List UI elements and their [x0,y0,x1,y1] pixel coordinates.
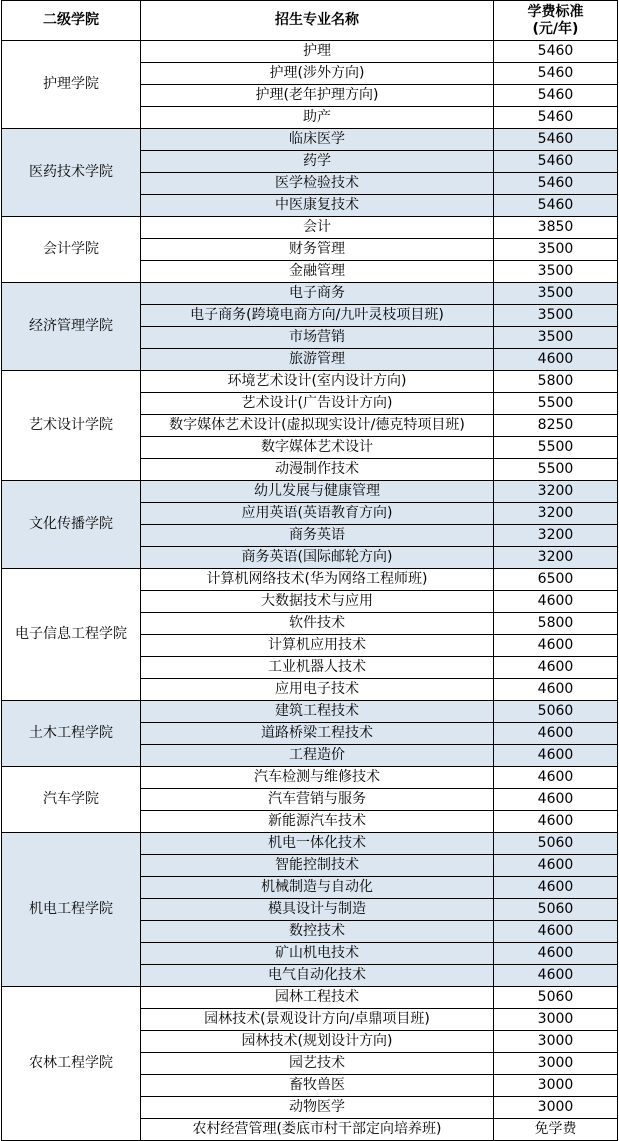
major-name-cell: 商务英语 [141,525,494,547]
fee-cell: 3200 [494,547,618,569]
major-name-cell: 会计 [141,217,494,239]
table-body [2,41,618,1141]
table-row [2,283,618,305]
major-name-cell: 模具设计与制造 [141,899,494,921]
fee-cell: 4600 [494,591,618,613]
table-row [2,701,618,723]
major-name-cell: 园林技术(景观设计方向/卓鼎项目班) [141,1009,494,1031]
major-name-cell: 畜牧兽医 [141,1075,494,1097]
fee-cell: 3500 [494,239,618,261]
fee-cell: 5060 [494,833,618,855]
major-name-cell: 幼儿发展与健康管理 [141,481,494,503]
major-name-cell: 数字媒体艺术设计 [141,437,494,459]
major-name-cell: 机电一体化技术 [141,833,494,855]
header-row [2,1,618,41]
fee-cell: 5800 [494,371,618,393]
major-name-cell: 护理(涉外方向) [141,63,494,85]
fee-cell: 4600 [494,349,618,371]
major-name-cell: 大数据技术与应用 [141,591,494,613]
table-row [2,569,618,591]
fee-cell: 4600 [494,635,618,657]
major-name-cell: 应用英语(英语教育方向) [141,503,494,525]
major-name-cell: 数控技术 [141,921,494,943]
fee-cell: 5460 [494,151,618,173]
major-name-cell: 应用电子技术 [141,679,494,701]
fee-cell: 3500 [494,261,618,283]
fee-cell: 5460 [494,63,618,85]
fee-cell: 5460 [494,129,618,151]
fee-cell: 8250 [494,415,618,437]
table-row [2,129,618,151]
major-name-cell: 农村经营管理(娄底市村干部定向培养班) [141,1119,494,1141]
major-name-cell: 计算机应用技术 [141,635,494,657]
fee-cell: 5800 [494,613,618,635]
tuition-table [1,0,618,1141]
major-name-cell: 智能控制技术 [141,855,494,877]
fee-cell: 4600 [494,767,618,789]
header-fee-line2: (元/年) [532,20,579,37]
major-name-cell: 电子商务(跨境电商方向/九叶灵枝项目班) [141,305,494,327]
header-fee [494,1,618,41]
fee-cell: 3000 [494,1075,618,1097]
major-name-cell: 金融管理 [141,261,494,283]
fee-cell: 3500 [494,305,618,327]
fee-cell: 5060 [494,701,618,723]
major-name-cell: 工程造价 [141,745,494,767]
major-name-cell: 动漫制作技术 [141,459,494,481]
fee-cell: 3200 [494,481,618,503]
table-row [2,987,618,1009]
fee-cell: 5500 [494,459,618,481]
fee-cell: 5460 [494,173,618,195]
college-name-cell: 艺术设计学院 [2,371,141,481]
college-name-cell: 文化传播学院 [2,481,141,569]
fee-cell: 3000 [494,1009,618,1031]
major-name-cell: 市场营销 [141,327,494,349]
fee-cell: 4600 [494,745,618,767]
fee-cell: 4600 [494,965,618,987]
major-name-cell: 旅游管理 [141,349,494,371]
fee-cell: 3200 [494,525,618,547]
fee-cell: 4600 [494,723,618,745]
fee-cell: 4600 [494,855,618,877]
major-name-cell: 艺术设计(广告设计方向) [141,393,494,415]
major-name-cell: 软件技术 [141,613,494,635]
major-name-cell: 临床医学 [141,129,494,151]
major-name-cell: 计算机网络技术(华为网络工程师班) [141,569,494,591]
major-name-cell: 道路桥梁工程技术 [141,723,494,745]
fee-cell: 5060 [494,987,618,1009]
major-name-cell: 中医康复技术 [141,195,494,217]
college-name-cell: 经济管理学院 [2,283,141,371]
major-name-cell: 商务英语(国际邮轮方向) [141,547,494,569]
major-name-cell: 护理 [141,41,494,63]
fee-cell: 5460 [494,85,618,107]
fee-cell: 4600 [494,679,618,701]
fee-cell: 4600 [494,877,618,899]
fee-cell: 3500 [494,327,618,349]
major-name-cell: 新能源汽车技术 [141,811,494,833]
table-row [2,767,618,789]
major-name-cell: 园林技术(规划设计方向) [141,1031,494,1053]
major-name-cell: 电气自动化技术 [141,965,494,987]
college-name-cell: 农林工程学院 [2,987,141,1141]
major-name-cell: 数字媒体艺术设计(虚拟现实设计/德克特项目班) [141,415,494,437]
college-name-cell: 机电工程学院 [2,833,141,987]
table-row [2,371,618,393]
table-row [2,217,618,239]
table-row [2,833,618,855]
major-name-cell: 电子商务 [141,283,494,305]
fee-cell: 4600 [494,943,618,965]
fee-cell: 6500 [494,569,618,591]
header-college: 二级学院 [2,1,141,41]
major-name-cell: 医学检验技术 [141,173,494,195]
fee-cell: 4600 [494,921,618,943]
college-name-cell: 医药技术学院 [2,129,141,217]
fee-cell: 3000 [494,1097,618,1119]
fee-cell: 4600 [494,657,618,679]
fee-cell: 5500 [494,437,618,459]
major-name-cell: 机械制造与自动化 [141,877,494,899]
fee-cell: 3500 [494,283,618,305]
major-name-cell: 园林工程技术 [141,987,494,1009]
major-name-cell: 园艺技术 [141,1053,494,1075]
major-name-cell: 动物医学 [141,1097,494,1119]
college-name-cell: 电子信息工程学院 [2,569,141,701]
fee-cell: 5460 [494,107,618,129]
header-fee-line1: 学费标准 [527,3,584,20]
fee-cell: 3850 [494,217,618,239]
college-name-cell: 护理学院 [2,41,141,129]
major-name-cell: 汽车检测与维修技术 [141,767,494,789]
major-name-cell: 药学 [141,151,494,173]
fee-cell: 5500 [494,393,618,415]
table-row [2,41,618,63]
fee-cell: 免学费 [494,1119,618,1141]
fee-cell: 3000 [494,1053,618,1075]
major-name-cell: 建筑工程技术 [141,701,494,723]
major-name-cell: 护理(老年护理方向) [141,85,494,107]
college-name-cell: 汽车学院 [2,767,141,833]
major-name-cell: 汽车营销与服务 [141,789,494,811]
fee-cell: 3200 [494,503,618,525]
major-name-cell: 工业机器人技术 [141,657,494,679]
fee-cell: 4600 [494,811,618,833]
college-name-cell: 会计学院 [2,217,141,283]
fee-cell: 4600 [494,789,618,811]
header-major: 招生专业名称 [141,1,494,41]
major-name-cell: 矿山机电技术 [141,943,494,965]
fee-cell: 5060 [494,899,618,921]
major-name-cell: 助产 [141,107,494,129]
fee-cell: 5460 [494,195,618,217]
fee-cell: 3000 [494,1031,618,1053]
table-row [2,481,618,503]
college-name-cell: 土木工程学院 [2,701,141,767]
fee-cell: 5460 [494,41,618,63]
major-name-cell: 环境艺术设计(室内设计方向) [141,371,494,393]
major-name-cell: 财务管理 [141,239,494,261]
